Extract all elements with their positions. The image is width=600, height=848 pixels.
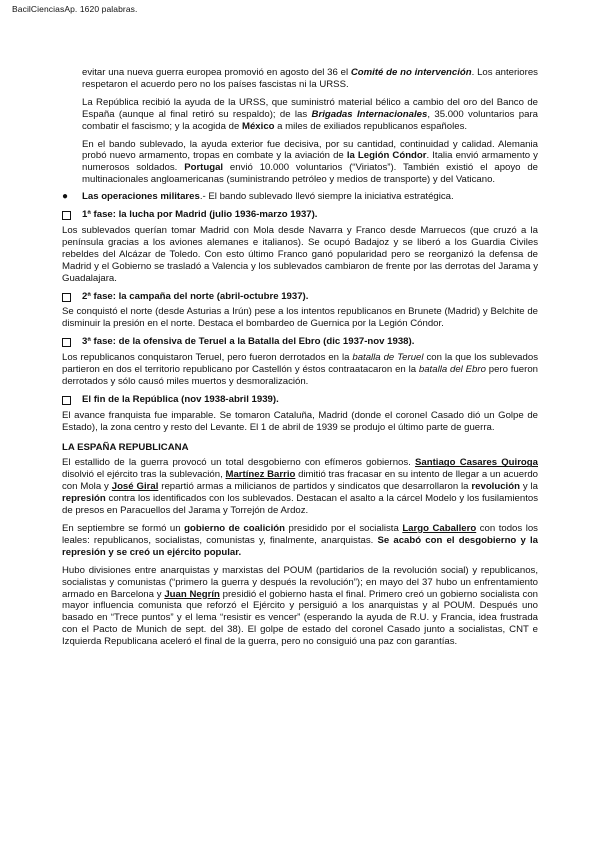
- heading-end-republic: El fin de la República (nov 1938-abril 1939).: [62, 394, 538, 406]
- checkbox-square-icon: [62, 211, 71, 220]
- heading-phase-2: 2ª fase: la campaña del norte (abril-octubre 1937).: [62, 291, 538, 303]
- paragraph-phase-1: Los sublevados querían tomar Madrid con Mola desde Navarra y Franco desde Marruecos (que cruzó a la península gracias a los aviones alemanes e italianos). Se ocupó Badajoz y se liberó a los Guardia Civiles rebeldes del Alcázar de Toledo. Con esto último Franco ganó popularidad pero se reorganizó la defensa de Madrid y el Gobierno se trasladó a Valencia y los sublevados cambiaron de frente por las derrotas del Jarama y Guadalajara.: [62, 224, 538, 284]
- document-body: [62, 67, 538, 648]
- bullet-icon: ●: [62, 191, 69, 203]
- paragraph-coalition: En septiembre se formó un gobierno de coalición presidido por el socialista Largo Caballero con todos los leales: republicanos, socialistas, comunistas y, finalmente, anarquistas. Se acabó con el desgobierno y la represión y se creó un ejército popular.: [62, 523, 538, 558]
- paragraph-republic-aid: La República recibió la ayuda de la URSS, que suministró material bélico a cambio del oro del Banco de España (aunque al final retiró su respaldo); de las Brigadas Internacionales, 35.000 voluntarios para combatir el fascismo; y la acogida de México a miles de exiliados republicanos españoles.: [82, 96, 538, 132]
- paragraph-non-intervention: evitar una nueva guerra europea promovió en agosto del 36 el Comité de no intervención. Los anteriores respetaron el acuerdo pero no los países fascistas ni la URSS.: [82, 67, 538, 90]
- paragraph-outbreak: El estallido de la guerra provocó un total desgobierno con efímeros gobiernos. Santiago Casares Quiroga disolvió el ejército tras la sublevación, Martínez Barrio dimitió tras fracasar en su intento de llegar a un acuerdo con Mola y José Giral repartió armas a milicianos de partidos y sindicatos que desarrollaron la revolución y la represión contra los identificados con los sublevados. Destacan el asalto a la cárcel Modelo y los fusilamientos de presos en Paracuellos del Jarama y Torrejón de Ardoz.: [62, 457, 538, 517]
- paragraph-end-republic: El avance franquista fue imparable. Se tomaron Cataluña, Madrid (donde el coronel Casado dió un Golpe de Estado), la zona centro y resto del Levante. El 1 de abril de 1939 se produjo el último parte de guerra.: [62, 409, 538, 433]
- checkbox-square-icon: [62, 293, 71, 302]
- heading-phase-1: 1ª fase: la lucha por Madrid (julio 1936-marzo 1937).: [62, 209, 538, 221]
- document-header: BacilCienciasAp. 1620 palabras.: [12, 4, 138, 14]
- bullet-military-operations: ● Las operaciones militares.- El bando sublevado llevó siempre la iniciativa estratégica.: [62, 191, 454, 203]
- checkbox-square-icon: [62, 396, 71, 405]
- paragraph-phase-3: Los republicanos conquistaron Teruel, pero fueron derrotados en la batalla de Teruel con la que los sublevados partieron en dos el territorio republicano por Castellón y éstos contraatacaron en la batalla del Ebro pero fueron derrotados y sólo causó miles muertos y desmoralización.: [62, 352, 538, 387]
- heading-phase-3: 3ª fase: de la ofensiva de Teruel a la Batalla del Ebro (dic 1937-nov 1938).: [62, 336, 538, 348]
- paragraph-phase-2: Se conquistó el norte (desde Asturias a Irún) pese a los intentos republicanos en Brunete (Madrid) y Belchite de disminuir la presión en el norte. Destaca el bombardeo de Guernica por la Legión Cóndor.: [62, 306, 538, 330]
- paragraph-rebel-aid: En el bando sublevado, la ayuda exterior fue decisiva, por su cantidad, continuidad y calidad. Alemania probó nuevo armamento, tropas en combate y la aviación de la Legión Cóndor. Italia envió armamento y numerosos soldados. Portugal envió 10.000 voluntarios (“Viriatos”). También existió el apoyo de multinacionales angloamericanas (suministrando petróleo y medios de transporte) y del Vaticano.: [82, 138, 539, 186]
- section-title: LA ESPAÑA REPUBLICANA: [62, 441, 189, 453]
- checkbox-square-icon: [62, 338, 71, 347]
- paragraph-divisions: Hubo divisiones entre anarquistas y marxistas del POUM (partidarios de la revolución social) y republicanos, socialistas y comunistas (“primero la guerra y después la revolución”); en mayo del 37 hubo un enfrentamiento armado en Barcelona y Juan Negrín presidió el gobierno hasta el final. Primero creó un gobierno socialista con mayor influencia comunista que reforzó el Ejército y persiguió a los anarquistas y al POUM. Después uno basado en “Trece puntos” y el lema “resistir es vencer” (esperando la ayuda de R.U. y Francia, idea frustrada con el Pacto de Munich de sept. del 38). El golpe de estado del coronel Casado junto a socialistas, CNT e Izquierda Republicana aceleró el final de la guerra, pero no consiguió una paz con garantías.: [62, 564, 538, 648]
